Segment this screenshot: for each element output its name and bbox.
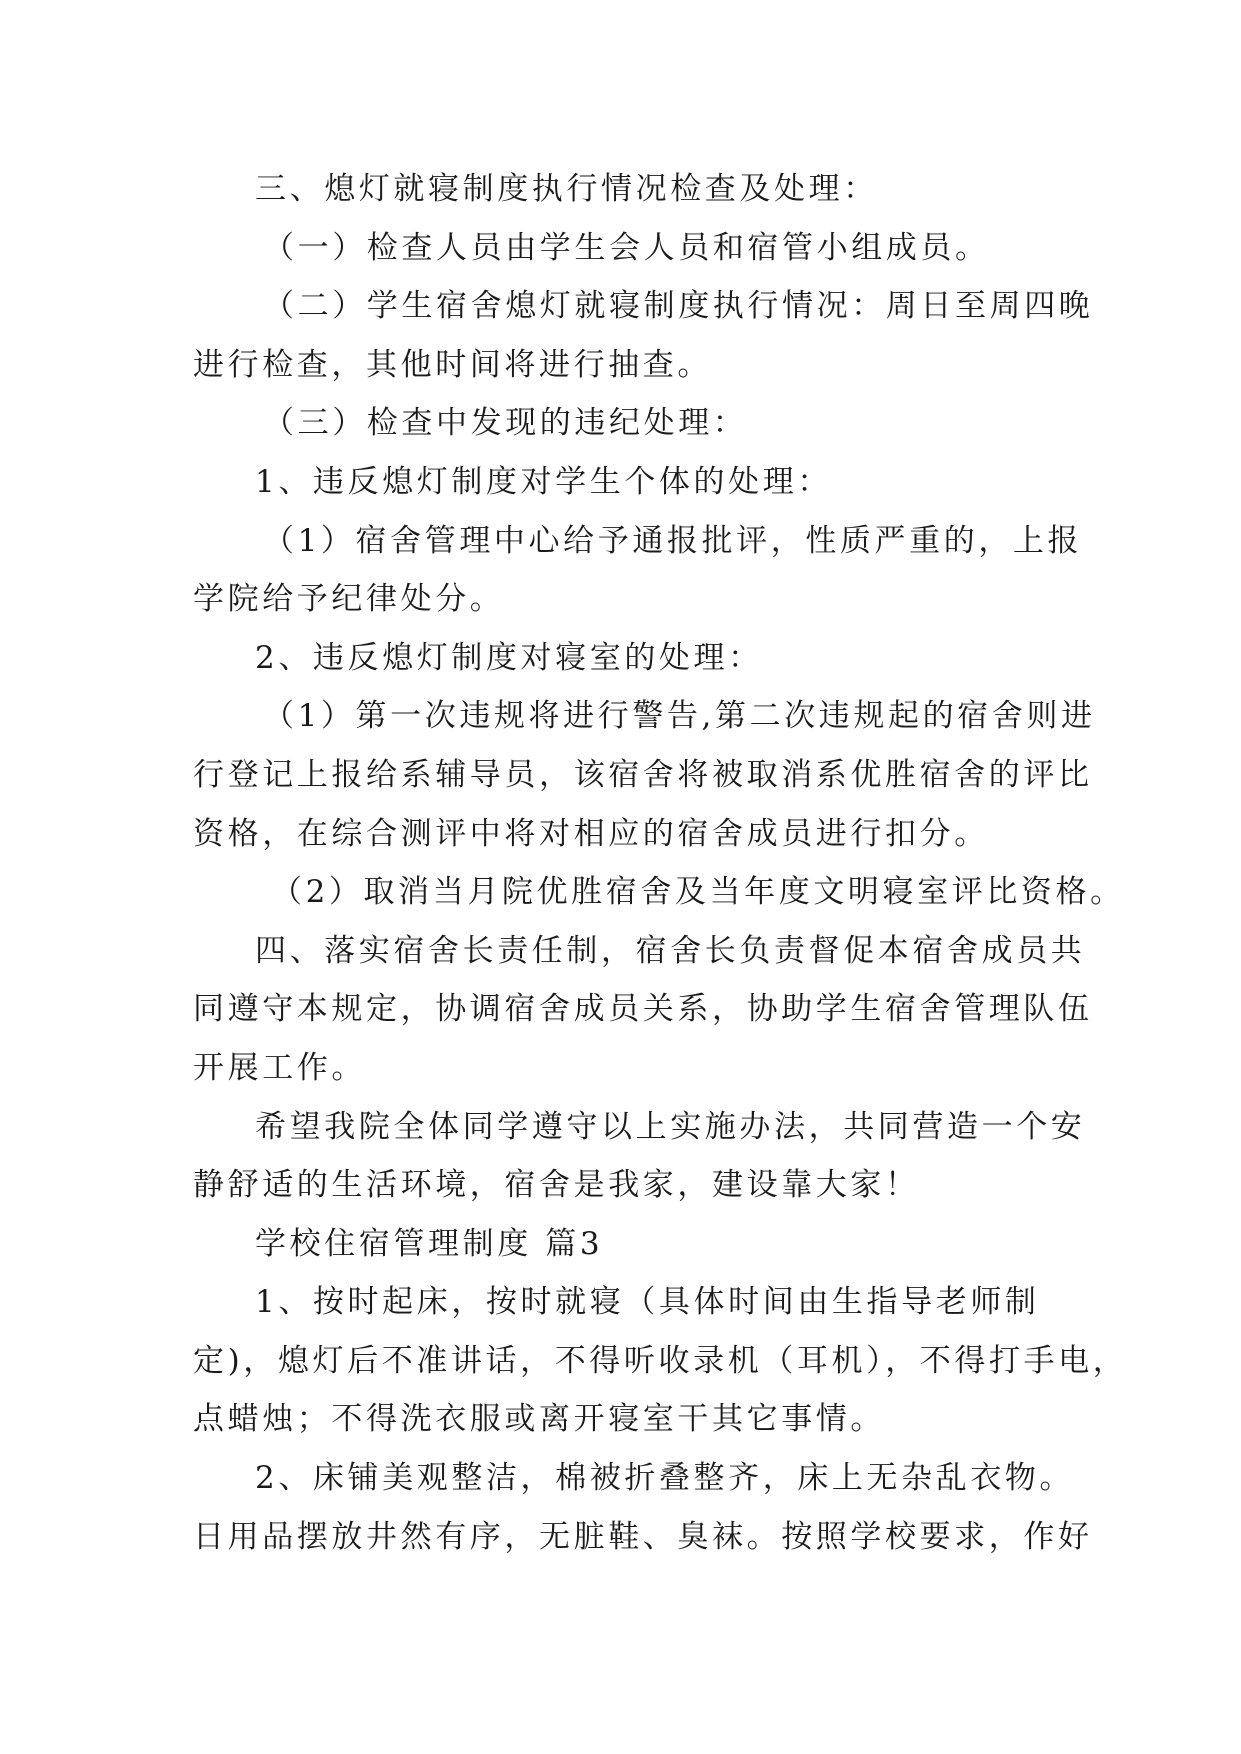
paragraph-line: 2、违反熄灯制度对寝室的处理： bbox=[255, 639, 763, 676]
paragraph-line: 1、违反熄灯制度对学生个体的处理： bbox=[255, 463, 832, 500]
paragraph-line: （1）第一次违规将进行警告,第二次违规起的宿舍则进 bbox=[263, 698, 1096, 735]
paragraph-line: 学院给予纪律处分。 bbox=[193, 581, 505, 618]
section-heading-3: 三、熄灯就寝制度执行情况检查及处理： bbox=[255, 171, 878, 207]
paragraph-line: （2）取消当月院优胜宿舍及当年度文明寝室评比资格。 bbox=[271, 874, 1125, 911]
article-title: 学校住宿管理制度 篇3 bbox=[255, 1225, 604, 1262]
paragraph-line: 点蜡烛；不得洗衣服或离开寝室干其它事情。 bbox=[193, 1401, 885, 1438]
paragraph-line: 进行检查，其他时间将进行抽查。 bbox=[193, 346, 712, 383]
paragraph-line: （三）检查中发现的违纪处理： bbox=[263, 405, 748, 442]
paragraph-line: 定)，熄灯后不准讲话，不得听收录机（耳机），不得打手电， bbox=[193, 1342, 1128, 1379]
paragraph-line: 日用品摆放井然有序，无脏鞋、臭袜。按照学校要求，作好 bbox=[193, 1518, 1093, 1555]
paragraph-line: （1）宿舍管理中心给予通报批评，性质严重的，上报 bbox=[263, 522, 1083, 559]
paragraph-line: 行登记上报给系辅导员，该宿舍将被取消系优胜宿舍的评比 bbox=[193, 756, 1093, 793]
paragraph-line: 1、按时起床，按时就寝（具体时间由生指导老师制 bbox=[255, 1284, 1040, 1321]
paragraph-line: 开展工作。 bbox=[193, 1049, 366, 1086]
document-body bbox=[193, 160, 1128, 1566]
paragraph-line: 同遵守本规定，协调宿舍成员关系，协助学生宿舍管理队伍 bbox=[193, 991, 1093, 1028]
section-heading-4: 四、落实宿舍长责任制，宿舍长负责督促本宿舍成员共 bbox=[255, 932, 1086, 969]
paragraph-line: 希望我院全体同学遵守以上实施办法，共同营造一个安 bbox=[255, 1108, 1086, 1145]
paragraph-line: 2、床铺美观整洁，棉被折叠整齐，床上无杂乱衣物。 bbox=[255, 1460, 1075, 1497]
paragraph-line: （一）检查人员由学生会人员和宿管小组成员。 bbox=[263, 229, 990, 266]
paragraph-line: 静舒适的生活环境，宿舍是我家，建设靠大家！ bbox=[193, 1167, 920, 1204]
paragraph-line: （二）学生宿舍熄灯就寝制度执行情况：周日至周四晚 bbox=[263, 288, 1094, 325]
paragraph-line: 资格，在综合测评中将对相应的宿舍成员进行扣分。 bbox=[193, 815, 989, 852]
